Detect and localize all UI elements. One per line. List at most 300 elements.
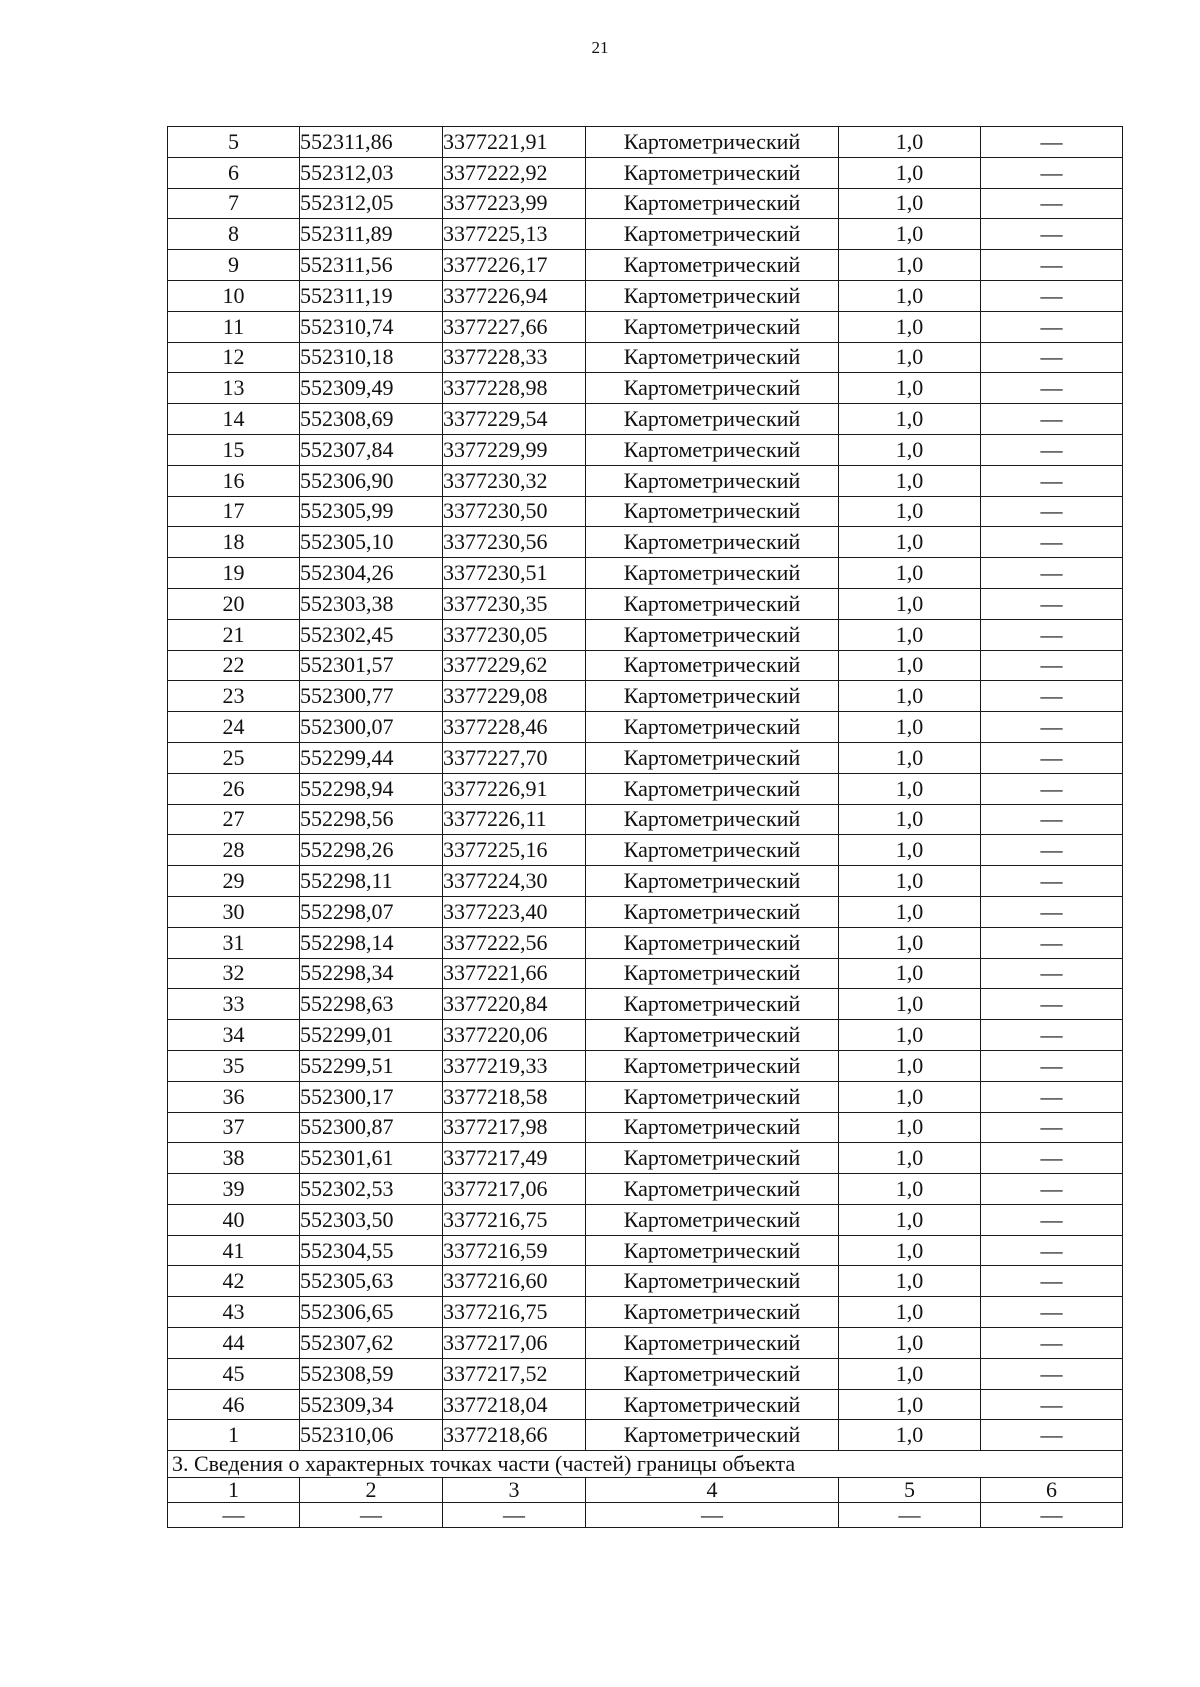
point-number-cell: 5 — [168, 127, 300, 158]
y-coordinate-cell: 3377229,99 — [443, 434, 586, 465]
x-coordinate-cell: 552301,61 — [300, 1143, 443, 1174]
method-cell: Картометрический — [586, 404, 839, 435]
y-coordinate-cell: 3377229,08 — [443, 681, 586, 712]
table-row — [168, 157, 1123, 188]
method-cell: Картометрический — [586, 496, 839, 527]
y-coordinate-cell: 3377221,91 — [443, 127, 586, 158]
accuracy-cell: 1,0 — [839, 773, 981, 804]
description-cell: — — [981, 619, 1123, 650]
point-number-cell: 11 — [168, 311, 300, 342]
description-cell: — — [981, 1174, 1123, 1205]
x-coordinate-cell: 552298,11 — [300, 866, 443, 897]
accuracy-cell: 1,0 — [839, 681, 981, 712]
description-cell: — — [981, 681, 1123, 712]
y-coordinate-cell: 3377225,16 — [443, 835, 586, 866]
point-number-cell: 12 — [168, 342, 300, 373]
table-row — [168, 681, 1123, 712]
x-coordinate-cell: 552309,49 — [300, 373, 443, 404]
description-cell: — — [981, 1143, 1123, 1174]
x-coordinate-cell: 552312,05 — [300, 188, 443, 219]
point-number-cell: 22 — [168, 650, 300, 681]
table-row — [168, 434, 1123, 465]
table-row — [168, 588, 1123, 619]
method-cell: Картометрический — [586, 1266, 839, 1297]
method-cell: Картометрический — [586, 866, 839, 897]
description-cell: — — [981, 712, 1123, 743]
method-cell: Картометрический — [586, 1174, 839, 1205]
accuracy-cell: 1,0 — [839, 157, 981, 188]
accuracy-cell: 1,0 — [839, 465, 981, 496]
accuracy-cell: 1,0 — [839, 188, 981, 219]
empty-cell: — — [443, 1503, 586, 1528]
description-cell: — — [981, 958, 1123, 989]
column-number-2: 2 — [300, 1478, 443, 1503]
method-cell: Картометрический — [586, 650, 839, 681]
point-number-cell: 33 — [168, 989, 300, 1020]
y-coordinate-cell: 3377228,46 — [443, 712, 586, 743]
accuracy-cell: 1,0 — [839, 1235, 981, 1266]
description-cell: — — [981, 1081, 1123, 1112]
accuracy-cell: 1,0 — [839, 496, 981, 527]
point-number-cell: 37 — [168, 1112, 300, 1143]
description-cell: — — [981, 1235, 1123, 1266]
method-cell: Картометрический — [586, 804, 839, 835]
x-coordinate-cell: 552298,94 — [300, 773, 443, 804]
point-number-cell: 8 — [168, 219, 300, 250]
method-cell: Картометрический — [586, 1389, 839, 1420]
y-coordinate-cell: 3377217,06 — [443, 1328, 586, 1359]
table-row — [168, 1389, 1123, 1420]
method-cell: Картометрический — [586, 1081, 839, 1112]
point-number-cell: 35 — [168, 1050, 300, 1081]
description-cell: — — [981, 465, 1123, 496]
y-coordinate-cell: 3377222,92 — [443, 157, 586, 188]
point-number-cell: 41 — [168, 1235, 300, 1266]
accuracy-cell: 1,0 — [839, 804, 981, 835]
table-row — [168, 619, 1123, 650]
x-coordinate-cell: 552305,10 — [300, 527, 443, 558]
y-coordinate-cell: 3377230,50 — [443, 496, 586, 527]
accuracy-cell: 1,0 — [839, 1174, 981, 1205]
description-cell: — — [981, 373, 1123, 404]
description-cell: — — [981, 1020, 1123, 1051]
point-number-cell: 39 — [168, 1174, 300, 1205]
empty-cell: — — [839, 1503, 981, 1528]
accuracy-cell: 1,0 — [839, 835, 981, 866]
table-row — [168, 773, 1123, 804]
table-row — [168, 712, 1123, 743]
description-cell: — — [981, 989, 1123, 1020]
description-cell: — — [981, 927, 1123, 958]
x-coordinate-cell: 552302,53 — [300, 1174, 443, 1205]
point-number-cell: 28 — [168, 835, 300, 866]
accuracy-cell: 1,0 — [839, 1297, 981, 1328]
table-row — [168, 219, 1123, 250]
x-coordinate-cell: 552307,62 — [300, 1328, 443, 1359]
accuracy-cell: 1,0 — [839, 127, 981, 158]
table-row — [168, 404, 1123, 435]
method-cell: Картометрический — [586, 188, 839, 219]
description-cell: — — [981, 804, 1123, 835]
x-coordinate-cell: 552300,17 — [300, 1081, 443, 1112]
point-number-cell: 6 — [168, 157, 300, 188]
column-number-1: 1 — [168, 1478, 300, 1503]
point-number-cell: 7 — [168, 188, 300, 219]
x-coordinate-cell: 552312,03 — [300, 157, 443, 188]
point-number-cell: 1 — [168, 1420, 300, 1451]
method-cell: Картометрический — [586, 1050, 839, 1081]
x-coordinate-cell: 552311,19 — [300, 280, 443, 311]
x-coordinate-cell: 552303,50 — [300, 1204, 443, 1235]
x-coordinate-cell: 552298,34 — [300, 958, 443, 989]
column-number-4: 4 — [586, 1478, 839, 1503]
y-coordinate-cell: 3377223,99 — [443, 188, 586, 219]
description-cell: — — [981, 1358, 1123, 1389]
description-cell: — — [981, 558, 1123, 589]
description-cell: — — [981, 311, 1123, 342]
description-cell: — — [981, 1328, 1123, 1359]
column-number-3: 3 — [443, 1478, 586, 1503]
description-cell: — — [981, 650, 1123, 681]
point-number-cell: 26 — [168, 773, 300, 804]
y-coordinate-cell: 3377223,40 — [443, 896, 586, 927]
x-coordinate-cell: 552310,06 — [300, 1420, 443, 1451]
accuracy-cell: 1,0 — [839, 896, 981, 927]
description-cell: — — [981, 188, 1123, 219]
y-coordinate-cell: 3377226,11 — [443, 804, 586, 835]
point-number-cell: 25 — [168, 742, 300, 773]
table-row — [168, 311, 1123, 342]
accuracy-cell: 1,0 — [839, 373, 981, 404]
table-row — [168, 958, 1123, 989]
x-coordinate-cell: 552311,89 — [300, 219, 443, 250]
x-coordinate-cell: 552299,44 — [300, 742, 443, 773]
method-cell: Картометрический — [586, 250, 839, 281]
y-coordinate-cell: 3377216,59 — [443, 1235, 586, 1266]
y-coordinate-cell: 3377222,56 — [443, 927, 586, 958]
y-coordinate-cell: 3377229,62 — [443, 650, 586, 681]
method-cell: Картометрический — [586, 927, 839, 958]
method-cell: Картометрический — [586, 835, 839, 866]
description-cell: — — [981, 1389, 1123, 1420]
method-cell: Картометрический — [586, 989, 839, 1020]
point-number-cell: 42 — [168, 1266, 300, 1297]
method-cell: Картометрический — [586, 311, 839, 342]
method-cell: Картометрический — [586, 588, 839, 619]
y-coordinate-cell: 3377230,51 — [443, 558, 586, 589]
x-coordinate-cell: 552298,26 — [300, 835, 443, 866]
table-row — [168, 1235, 1123, 1266]
x-coordinate-cell: 552311,56 — [300, 250, 443, 281]
description-cell: — — [981, 773, 1123, 804]
point-number-cell: 19 — [168, 558, 300, 589]
y-coordinate-cell: 3377217,98 — [443, 1112, 586, 1143]
accuracy-cell: 1,0 — [839, 311, 981, 342]
description-cell: — — [981, 1266, 1123, 1297]
x-coordinate-cell: 552306,65 — [300, 1297, 443, 1328]
y-coordinate-cell: 3377227,70 — [443, 742, 586, 773]
point-number-cell: 30 — [168, 896, 300, 927]
accuracy-cell: 1,0 — [839, 866, 981, 897]
y-coordinate-cell: 3377220,84 — [443, 989, 586, 1020]
accuracy-cell: 1,0 — [839, 250, 981, 281]
description-cell: — — [981, 219, 1123, 250]
method-cell: Картометрический — [586, 434, 839, 465]
x-coordinate-cell: 552302,45 — [300, 619, 443, 650]
table-row — [168, 188, 1123, 219]
x-coordinate-cell: 552307,84 — [300, 434, 443, 465]
description-cell: — — [981, 896, 1123, 927]
x-coordinate-cell: 552306,90 — [300, 465, 443, 496]
y-coordinate-cell: 3377217,52 — [443, 1358, 586, 1389]
accuracy-cell: 1,0 — [839, 1050, 981, 1081]
accuracy-cell: 1,0 — [839, 1266, 981, 1297]
accuracy-cell: 1,0 — [839, 1081, 981, 1112]
description-cell: — — [981, 835, 1123, 866]
point-number-cell: 27 — [168, 804, 300, 835]
section-3-heading-row — [168, 1451, 1123, 1478]
description-cell: — — [981, 1297, 1123, 1328]
point-number-cell: 45 — [168, 1358, 300, 1389]
accuracy-cell: 1,0 — [839, 1389, 981, 1420]
y-coordinate-cell: 3377230,32 — [443, 465, 586, 496]
table-row — [168, 1143, 1123, 1174]
point-number-cell: 13 — [168, 373, 300, 404]
method-cell: Картометрический — [586, 742, 839, 773]
table-row — [168, 1204, 1123, 1235]
y-coordinate-cell: 3377226,91 — [443, 773, 586, 804]
y-coordinate-cell: 3377229,54 — [443, 404, 586, 435]
x-coordinate-cell: 552303,38 — [300, 588, 443, 619]
y-coordinate-cell: 3377218,66 — [443, 1420, 586, 1451]
y-coordinate-cell: 3377217,06 — [443, 1174, 586, 1205]
method-cell: Картометрический — [586, 127, 839, 158]
method-cell: Картометрический — [586, 1143, 839, 1174]
table-row — [168, 1297, 1123, 1328]
point-number-cell: 44 — [168, 1328, 300, 1359]
description-cell: — — [981, 157, 1123, 188]
table-row — [168, 127, 1123, 158]
method-cell: Картометрический — [586, 958, 839, 989]
point-number-cell: 24 — [168, 712, 300, 743]
method-cell: Картометрический — [586, 1420, 839, 1451]
table-row — [168, 742, 1123, 773]
point-number-cell: 40 — [168, 1204, 300, 1235]
table-row — [168, 496, 1123, 527]
point-number-cell: 23 — [168, 681, 300, 712]
section-3-title: 3. Сведения о характерных точках части (частей) границы объекта — [168, 1451, 1123, 1478]
y-coordinate-cell: 3377221,66 — [443, 958, 586, 989]
y-coordinate-cell: 3377216,75 — [443, 1297, 586, 1328]
y-coordinate-cell: 3377219,33 — [443, 1050, 586, 1081]
description-cell: — — [981, 496, 1123, 527]
method-cell: Картометрический — [586, 280, 839, 311]
y-coordinate-cell: 3377216,75 — [443, 1204, 586, 1235]
x-coordinate-cell: 552299,01 — [300, 1020, 443, 1051]
method-cell: Картометрический — [586, 712, 839, 743]
x-coordinate-cell: 552300,87 — [300, 1112, 443, 1143]
point-number-cell: 32 — [168, 958, 300, 989]
table-row — [168, 250, 1123, 281]
accuracy-cell: 1,0 — [839, 219, 981, 250]
method-cell: Картометрический — [586, 1235, 839, 1266]
accuracy-cell: 1,0 — [839, 619, 981, 650]
y-coordinate-cell: 3377217,49 — [443, 1143, 586, 1174]
x-coordinate-cell: 552305,63 — [300, 1266, 443, 1297]
table-row — [168, 1112, 1123, 1143]
accuracy-cell: 1,0 — [839, 1143, 981, 1174]
description-cell: — — [981, 527, 1123, 558]
accuracy-cell: 1,0 — [839, 742, 981, 773]
x-coordinate-cell: 552309,34 — [300, 1389, 443, 1420]
y-coordinate-cell: 3377218,58 — [443, 1081, 586, 1112]
accuracy-cell: 1,0 — [839, 927, 981, 958]
y-coordinate-cell: 3377226,94 — [443, 280, 586, 311]
x-coordinate-cell: 552304,26 — [300, 558, 443, 589]
accuracy-cell: 1,0 — [839, 1420, 981, 1451]
point-number-cell: 16 — [168, 465, 300, 496]
table-row — [168, 373, 1123, 404]
column-number-5: 5 — [839, 1478, 981, 1503]
table-row — [168, 558, 1123, 589]
x-coordinate-cell: 552299,51 — [300, 1050, 443, 1081]
y-coordinate-cell: 3377225,13 — [443, 219, 586, 250]
method-cell: Картометрический — [586, 681, 839, 712]
y-coordinate-cell: 3377227,66 — [443, 311, 586, 342]
point-number-cell: 31 — [168, 927, 300, 958]
accuracy-cell: 1,0 — [839, 1204, 981, 1235]
accuracy-cell: 1,0 — [839, 989, 981, 1020]
x-coordinate-cell: 552298,56 — [300, 804, 443, 835]
point-number-cell: 10 — [168, 280, 300, 311]
accuracy-cell: 1,0 — [839, 1112, 981, 1143]
method-cell: Картометрический — [586, 219, 839, 250]
x-coordinate-cell: 552310,18 — [300, 342, 443, 373]
y-coordinate-cell: 3377230,56 — [443, 527, 586, 558]
boundary-points-table — [167, 126, 1123, 1528]
description-cell: — — [981, 1112, 1123, 1143]
point-number-cell: 21 — [168, 619, 300, 650]
table-row — [168, 1266, 1123, 1297]
method-cell: Картометрический — [586, 1020, 839, 1051]
point-number-cell: 43 — [168, 1297, 300, 1328]
accuracy-cell: 1,0 — [839, 958, 981, 989]
method-cell: Картометрический — [586, 1297, 839, 1328]
table-row — [168, 1081, 1123, 1112]
boundary-points-body — [168, 127, 1123, 1528]
description-cell: — — [981, 866, 1123, 897]
method-cell: Картометрический — [586, 527, 839, 558]
accuracy-cell: 1,0 — [839, 588, 981, 619]
description-cell: — — [981, 250, 1123, 281]
table-row — [168, 1358, 1123, 1389]
accuracy-cell: 1,0 — [839, 527, 981, 558]
description-cell: — — [981, 742, 1123, 773]
description-cell: — — [981, 1050, 1123, 1081]
y-coordinate-cell: 3377228,33 — [443, 342, 586, 373]
table-row — [168, 527, 1123, 558]
table-row — [168, 342, 1123, 373]
method-cell: Картометрический — [586, 773, 839, 804]
section-3-column-numbers-row — [168, 1478, 1123, 1503]
point-number-cell: 36 — [168, 1081, 300, 1112]
table-row — [168, 927, 1123, 958]
description-cell: — — [981, 127, 1123, 158]
y-coordinate-cell: 3377224,30 — [443, 866, 586, 897]
point-number-cell: 18 — [168, 527, 300, 558]
x-coordinate-cell: 552304,55 — [300, 1235, 443, 1266]
accuracy-cell: 1,0 — [839, 1358, 981, 1389]
x-coordinate-cell: 552308,59 — [300, 1358, 443, 1389]
table-row — [168, 989, 1123, 1020]
table-row — [168, 1328, 1123, 1359]
table-row — [168, 1174, 1123, 1205]
point-number-cell: 46 — [168, 1389, 300, 1420]
empty-cell: — — [300, 1503, 443, 1528]
table-row — [168, 835, 1123, 866]
accuracy-cell: 1,0 — [839, 1328, 981, 1359]
empty-cell: — — [981, 1503, 1123, 1528]
empty-cell: — — [168, 1503, 300, 1528]
method-cell: Картометрический — [586, 465, 839, 496]
table-row — [168, 866, 1123, 897]
table-row — [168, 804, 1123, 835]
x-coordinate-cell: 552305,99 — [300, 496, 443, 527]
accuracy-cell: 1,0 — [839, 558, 981, 589]
point-number-cell: 17 — [168, 496, 300, 527]
method-cell: Картометрический — [586, 157, 839, 188]
accuracy-cell: 1,0 — [839, 342, 981, 373]
accuracy-cell: 1,0 — [839, 434, 981, 465]
description-cell: — — [981, 588, 1123, 619]
x-coordinate-cell: 552300,77 — [300, 681, 443, 712]
description-cell: — — [981, 404, 1123, 435]
table-row — [168, 465, 1123, 496]
table-row — [168, 896, 1123, 927]
table-row — [168, 280, 1123, 311]
accuracy-cell: 1,0 — [839, 1020, 981, 1051]
point-number-cell: 15 — [168, 434, 300, 465]
y-coordinate-cell: 3377230,35 — [443, 588, 586, 619]
point-number-cell: 29 — [168, 866, 300, 897]
y-coordinate-cell: 3377218,04 — [443, 1389, 586, 1420]
x-coordinate-cell: 552300,07 — [300, 712, 443, 743]
column-number-6: 6 — [981, 1478, 1123, 1503]
point-number-cell: 34 — [168, 1020, 300, 1051]
accuracy-cell: 1,0 — [839, 404, 981, 435]
method-cell: Картометрический — [586, 1112, 839, 1143]
point-number-cell: 14 — [168, 404, 300, 435]
y-coordinate-cell: 3377216,60 — [443, 1266, 586, 1297]
description-cell: — — [981, 1204, 1123, 1235]
y-coordinate-cell: 3377220,06 — [443, 1020, 586, 1051]
method-cell: Картометрический — [586, 619, 839, 650]
y-coordinate-cell: 3377228,98 — [443, 373, 586, 404]
method-cell: Картометрический — [586, 1328, 839, 1359]
section-3-empty-row — [168, 1503, 1123, 1528]
accuracy-cell: 1,0 — [839, 650, 981, 681]
point-number-cell: 9 — [168, 250, 300, 281]
method-cell: Картометрический — [586, 373, 839, 404]
table-row — [168, 1050, 1123, 1081]
method-cell: Картометрический — [586, 1204, 839, 1235]
method-cell: Картометрический — [586, 558, 839, 589]
description-cell: — — [981, 434, 1123, 465]
x-coordinate-cell: 552311,86 — [300, 127, 443, 158]
description-cell: — — [981, 1420, 1123, 1451]
method-cell: Картометрический — [586, 896, 839, 927]
x-coordinate-cell: 552308,69 — [300, 404, 443, 435]
